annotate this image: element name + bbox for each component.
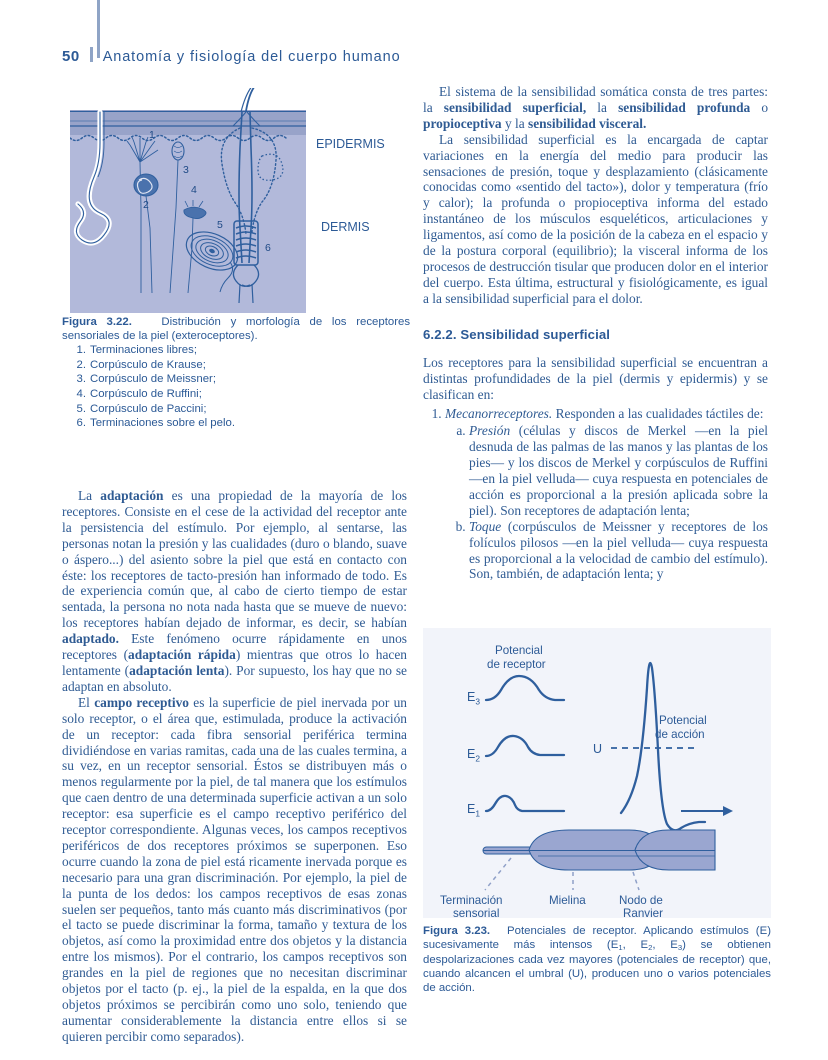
label-potencial-accion-line1: Potencial (659, 714, 707, 727)
figure-marker-5: 5 (217, 219, 223, 231)
label-mielina: Mielina (549, 894, 586, 907)
caption-sub-2: 2 (648, 942, 653, 952)
list-item: Corpúsculo de Ruffini; (90, 387, 202, 400)
figure-322-illustration (70, 88, 400, 313)
figure-322-caption (62, 316, 410, 431)
caption-sub-1: 1 (618, 942, 623, 952)
figure-marker-2: 2 (143, 199, 149, 211)
list-item: Corpúsculo de Krause; (90, 358, 206, 371)
sublist-item-text: (células y discos de Merkel —en la piel desnuda de las palmas de las manos y las plantas de los pies— y los discos de Merkel y corpúsculos de Ruffini —en la piel velluda— cuya respuesta en potenciales de acción es proporcional a la presión aplicada sobre la piel). Son receptores de adaptación lenta; (469, 423, 768, 518)
label-nodo-line2: Ranvier (623, 907, 663, 918)
list-item-toque (469, 519, 768, 583)
label-potencial-receptor-line2: de receptor (487, 658, 546, 671)
label-umbral: U (593, 742, 603, 756)
figure-323-caption-text-1: Potenciales de receptor. Aplicando estímulos (E) sucesivamente más intensos (E (423, 925, 771, 951)
list-item: Terminaciones libres; (90, 344, 197, 357)
list-item-lead: Mecanorreceptores. (445, 406, 553, 422)
label-potencial-receptor-line1: Potencial (495, 644, 543, 657)
header-divider-bar (90, 47, 93, 62)
mecanorreceptor-sublist (445, 423, 768, 582)
figure-323-illustration (423, 628, 771, 918)
label-terminacion-line2: sensorial (453, 907, 500, 918)
caption-sub-3: 3 (677, 942, 683, 952)
paragraph-sistema-sensibilidad: El sistema de la sensibilidad somática consta de tres partes: la sensibilidad superficial, la sensibilidad profunda o propioceptiva y la sensibilidad visceral. (423, 84, 769, 131)
list-item-text: Responden a las cualidades táctiles de: (552, 406, 764, 422)
figure-322-caption-label: Figura 3.22. (62, 316, 132, 328)
figure-323-caption-text-2: , E (622, 938, 649, 951)
receptor-classification-list (423, 406, 768, 582)
label-potencial-accion-line2: de acción (655, 728, 705, 741)
paragraph-campo-receptivo: El campo receptivo es la superficie de piel inervada por un solo receptor, o el área que, estimulada, produce la activación de un receptor: cada fibra sensorial periférica termina dividiéndose en varias ramitas, cada una de las cuales termina, a su vez, en un receptor sensorial. Éstos se distribuyen más o menos regularmente por la piel, de tal manera que los estímulos que caen dentro de una determinada superficie activan a un solo receptor: esa superficie es el campo receptivo periférico del receptor correspondiente. Algunas veces, los campos receptivos periféricos de dos receptores próximos se superponen. Eso ocurre cuando la zona de piel está ricamente inervada porque es necesario para una gran discriminación. Por ejemplo, la piel de la punta de los dedos: los campos receptivos de esas zonas suelen ser pequeños, tanto más cuanto más discriminativos (por el tacto se puede discriminar la forma, tamaño y textura de los objetos, así como la proximidad entre dos objetos y la distancia entre los mismos). Por el contrario, los campos receptivos son grandes en la piel de regiones que no necesitan discriminar objetos por el tacto (p. ej., la piel de la espalda, en la que dos objetos próximos se percibirán como uno solo, teniendo que aumentar considerablemente la distancia entre ellos si se quieren percibir como separados). (62, 694, 407, 1044)
figure-label-dermis: DERMIS (321, 220, 370, 234)
page-title: Anatomía y fisiología del cuerpo humano (102, 49, 401, 65)
list-item: Corpúsculo de Meissner; (90, 373, 216, 386)
label-terminacion-line1: Terminación (440, 894, 503, 907)
paragraph-adaptacion: La adaptación es una propiedad de la mayoría de los receptores. Consiste en el cese de la actividad del receptor ante la persistencia del estímulo. Por ejemplo, al sentarse, las personas notan la presión y las cualidades (duro o blando, suave o áspero...) del asiento sobre la piel que está en contacto con éste: los receptores de tacto-presión han informado de todo. Es de experiencia común que, al cabo de cierto tiempo de estar sentada, la persona no nota nada hasta que se mueve de nuevo: los receptores habían dejado de informar, es decir, se habían adaptado. Este fenómeno ocurre rápidamente en unos receptores (adaptación rápida) mientras que otros lo hacen lentamente (adaptación lenta). Por supuesto, los hay que no se adaptan en absoluto. (62, 488, 407, 694)
figure-marker-6: 6 (265, 242, 271, 254)
section-heading-622: 6.2.2. Sensibilidad superficial (423, 326, 611, 342)
figure-marker-1: 1 (149, 129, 155, 141)
sublist-item-text: (corpúsculos de Meissner y receptores de los folículos pilosos —en la piel velluda— cuya respuesta es proporcional a la velocidad de cambio del estímulo). Son, también, de adaptación lenta; y (469, 518, 768, 582)
sublist-item-lead: Toque (469, 518, 502, 534)
label-e2-subscript: 2 (475, 753, 481, 764)
label-e1-subscript: 1 (475, 808, 481, 819)
label-e3-subscript: 3 (475, 696, 481, 707)
figure-marker-3: 3 (183, 164, 189, 176)
list-item-mecanorreceptores (445, 406, 768, 582)
label-e3: $E_3$ (467, 690, 481, 707)
list-item: Corpúsculo de Paccini; (90, 402, 207, 415)
page-header (62, 46, 401, 65)
figure-marker-4: 4 (191, 184, 197, 196)
figure-322-caption-text: Distribución y morfología de los receptores sensoriales de la piel (exteroceptores). (62, 316, 411, 342)
list-item: Terminaciones sobre el pelo. (90, 417, 235, 430)
figure-label-epidermis: EPIDERMIS (316, 137, 385, 151)
right-column-body (423, 84, 768, 583)
label-e2: $E_2$ (467, 747, 481, 764)
paragraph-intro-receptores: Los receptores para la sensibilidad superficial se encuentran a distintas profundidades de la piel (dermis y epidermis) y se clasifican en: (423, 354, 768, 402)
page-number: 50 (62, 48, 80, 65)
left-column-body (62, 488, 407, 1045)
figure-323-caption-text-4: ) se obtienen despolarizaciones cada vez mayores (potenciales de receptor) que, cuando alcancen el umbral (U), producen uno o varios potenciales de acción. (423, 938, 771, 994)
figure-323-caption (423, 925, 771, 995)
label-nodo-line1: Nodo de (619, 894, 663, 907)
figure-322-legend-list (62, 343, 410, 431)
list-item-presion (469, 423, 768, 518)
figure-323-caption-text-3: , E (652, 938, 678, 951)
sublist-item-lead: Presión (469, 423, 511, 439)
label-e1: $E_1$ (467, 802, 481, 819)
paragraph-sensibilidad-superficial: La sensibilidad superficial es la encargada de captar variaciones en la energía del medio para producir las sensaciones de presión, toque y desplazamiento (clásicamente conocidas como «sentido del tacto»), dolor y temperatura (frío y calor); la profunda o propioceptiva informa del estado instantáneo de los músculos esqueléticos, articulaciones y ligamentos, así como de la posición de la cabeza en el espacio y de la postura corporal (equilibrio); la visceral informa de los procesos de destrucción tisular que producen dolor en el interior del cuerpo. Esta última, estructural y fisiológicamente, es igual a la sensibilidad superficial para el dolor. (423, 131, 768, 306)
figure-323-caption-label: Figura 3.23. (423, 925, 491, 937)
